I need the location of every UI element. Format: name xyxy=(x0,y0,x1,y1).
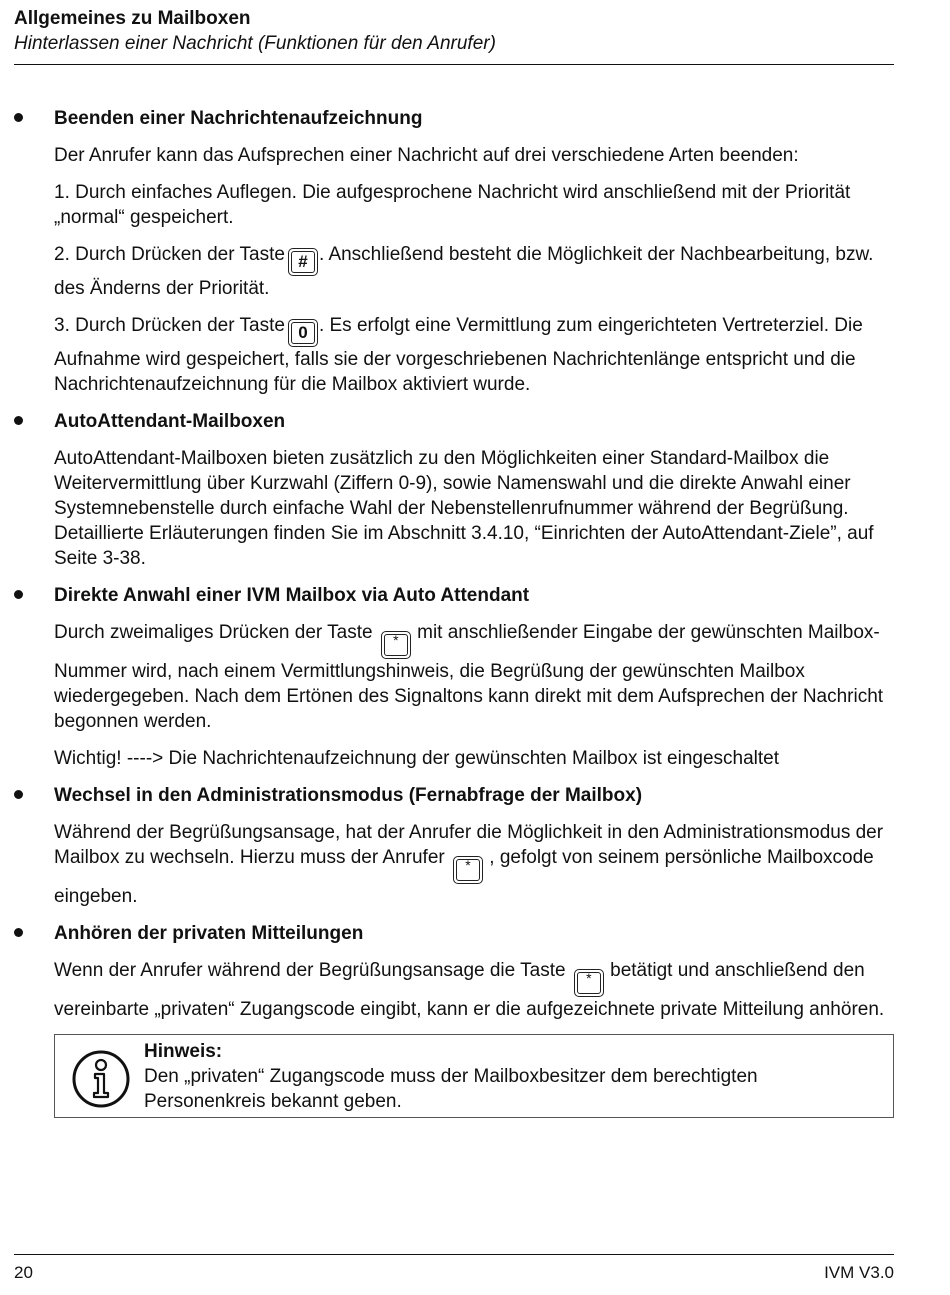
text-run: 2. Durch Drücken der Taste xyxy=(54,244,285,265)
text-run: 3. Durch Drücken der Taste xyxy=(54,315,285,336)
section-heading: Anhören der privaten Mitteilungen xyxy=(54,923,364,944)
header-subtitle: Hinterlassen einer Nachricht (Funktionen für den Anrufer) xyxy=(14,33,496,54)
paragraph xyxy=(54,958,894,1022)
header-title: Allgemeines zu Mailboxen xyxy=(14,8,251,29)
text-run: Wenn der Anrufer während der Begrüßungsansage die Taste xyxy=(54,960,566,981)
text-run: . Es erfolgt eine Vermittlung zum eingerichteten Vertreterziel. Die Aufnahme wird gespeichert, falls sie der vorgeschriebenen Nachrichtenlänge entspricht und die Nachrichtenaufzeichnung für die Mailbox aktiviert wurde. xyxy=(54,315,863,395)
page-number: 20 xyxy=(14,1263,33,1282)
section-autoattendant xyxy=(14,409,894,571)
section-heading: AutoAttendant-Mailboxen xyxy=(54,411,286,432)
main-content xyxy=(14,106,894,1118)
paragraph xyxy=(54,242,894,301)
paragraph: AutoAttendant-Mailboxen bieten zusätzlich zu den Möglichkeiten einer Standard-Mailbox die Weitervermittlung über Kurzwahl (Ziffern 0-9), sowie Namenswahl und die direkte Anwahl einer Systemnebenstelle durch einfache Wahl der Nebenstellenrufnummer während der Begrüßung. Detaillierte Erläuterungen finden Sie im Abschnitt 3.4.10, “Einrichten der AutoAttendant-Ziele”, auf Seite 3-38. xyxy=(54,448,874,569)
header-divider xyxy=(14,64,894,65)
paragraph: Der Anrufer kann das Aufsprechen einer Nachricht auf drei verschiedene Arten beenden: xyxy=(54,145,799,166)
note-title: Hinweis: xyxy=(144,1041,223,1062)
text-run: betätigt und anschließend den vereinbarte „privaten“ Zugangscode eingibt, kann er die aufgezeichnete private Mitteilung anhören. xyxy=(54,960,885,1020)
bullet-icon xyxy=(14,928,23,937)
star-key-icon xyxy=(574,969,604,997)
text-run: Durch zweimaliges Drücken der Taste xyxy=(54,622,373,643)
paragraph xyxy=(54,820,894,909)
text-run: , gefolgt von seinem persönliche Mailboxcode eingeben. xyxy=(54,847,874,907)
key-label: * xyxy=(384,634,408,656)
section-private-mitteilungen xyxy=(14,921,894,1022)
document-version: IVM V3.0 xyxy=(824,1263,894,1282)
bullet-icon xyxy=(14,790,23,799)
section-direkte-anwahl xyxy=(14,583,894,771)
star-key-icon xyxy=(453,856,483,884)
key-label: # xyxy=(291,251,315,273)
paragraph xyxy=(54,313,894,397)
text-run: mit anschließender Eingabe der gewünschten Mailbox-Nummer wird, nach einem Vermittlungshinweis, die Begrüßung der gewünschten Mailbox wiedergegeben. Nach dem Ertönen des Signaltons kann direkt mit dem Aufsprechen der Nachricht begonnen werden. xyxy=(54,622,884,732)
note-box xyxy=(54,1034,894,1118)
key-label: * xyxy=(456,859,480,881)
paragraph: Wichtig! ----> Die Nachrichtenaufzeichnung der gewünschten Mailbox ist eingeschaltet xyxy=(54,748,779,769)
info-icon xyxy=(71,1049,131,1109)
key-label: * xyxy=(577,972,601,994)
text-run: . Anschließend besteht die Möglichkeit der Nachbearbeitung, bzw. des Änderns der Priorität. xyxy=(54,244,874,299)
bullet-icon xyxy=(14,416,23,425)
zero-key-icon xyxy=(288,319,318,347)
hash-key-icon xyxy=(288,248,318,276)
paragraph: 1. Durch einfaches Auflegen. Die aufgesprochene Nachricht wird anschließend mit der Priorität „normal“ gespeichert. xyxy=(54,182,851,228)
section-beenden xyxy=(14,106,894,397)
star-key-icon xyxy=(381,631,411,659)
section-administrationsmodus xyxy=(14,783,894,909)
footer-divider xyxy=(14,1254,894,1255)
text-run: Während der Begrüßungsansage, hat der Anrufer die Möglichkeit in den Administrationsmodus der Mailbox zu wechseln. Hierzu muss der Anrufer xyxy=(54,822,884,868)
note-text: Den „privaten“ Zugangscode muss der Mailboxbesitzer dem berechtigten Personenkreis bekannt geben. xyxy=(144,1066,758,1112)
paragraph xyxy=(54,620,894,734)
bullet-icon xyxy=(14,113,23,122)
bullet-icon xyxy=(14,590,23,599)
section-heading: Wechsel in den Administrationsmodus (Fernabfrage der Mailbox) xyxy=(54,785,643,806)
page-header xyxy=(14,6,894,56)
section-heading: Direkte Anwahl einer IVM Mailbox via Auto Attendant xyxy=(54,585,530,606)
section-heading: Beenden einer Nachrichtenaufzeichnung xyxy=(54,108,423,129)
note-body xyxy=(144,1039,883,1114)
key-label: 0 xyxy=(291,322,315,344)
